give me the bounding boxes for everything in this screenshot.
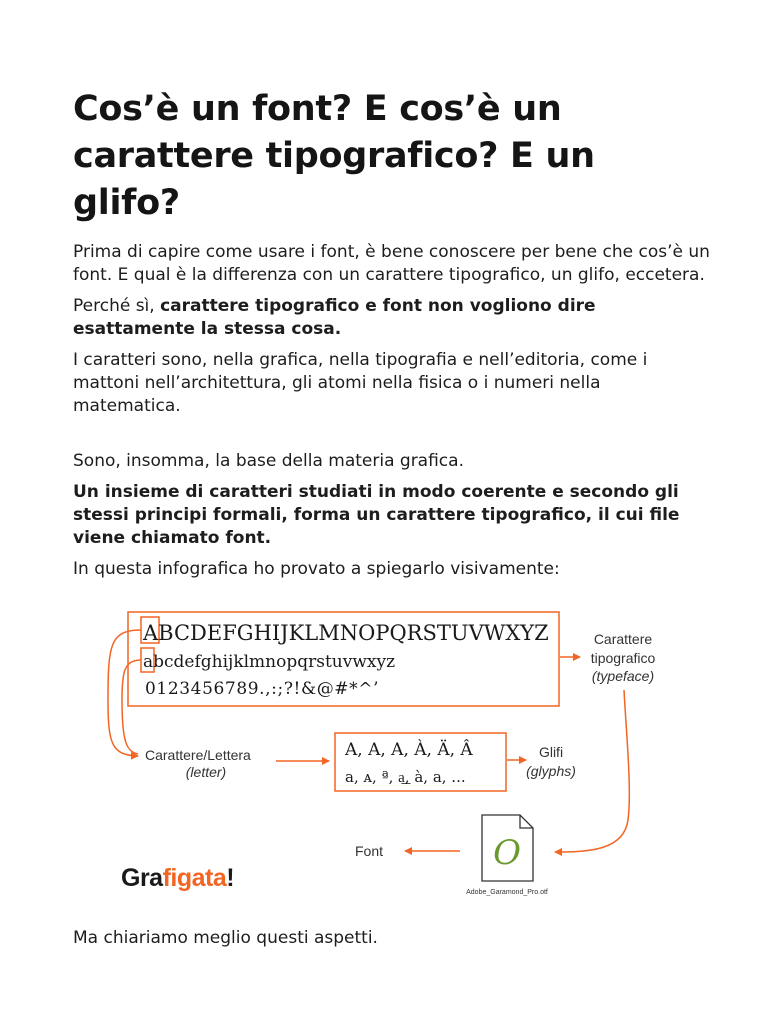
font-label: Font (354, 843, 384, 859)
glyphs-lowercase-row: a, ᴀ, ª, a͟, à, a, ... (345, 768, 466, 786)
typeface-label-line1: Carattere (593, 631, 653, 647)
grafigata-logo (121, 863, 234, 893)
definition-bold-text: Un insieme di caratteri studiati in modo coerente e secondo gli stessi principi formali, forma un carattere tipografico, il cui file viene chiamato font. (73, 482, 680, 548)
uppercase-a-letter: A (143, 621, 159, 645)
infographic-intro: In questa infografica ho provato a spiegarlo visivamente: (73, 559, 560, 579)
glyphs-uppercase-row: A, A, A, À, Ä, Â (345, 740, 473, 760)
letter-label-line1: Carattere/Lettera (145, 747, 251, 763)
closing-paragraph: Ma chiariamo meglio questi aspetti. (73, 928, 378, 948)
letter-label-line2: (letter) (185, 764, 227, 780)
clarification-text: Perché sì, (73, 296, 161, 316)
typeface-label-line3: (typeface) (591, 668, 655, 684)
uppercase-alphabet-rest: BCDEFGHIJKLMNOPQRSTUVWXYZ (158, 621, 549, 645)
logo-part-figata: figata (162, 864, 227, 892)
font-file-icon (482, 815, 533, 881)
glyphs-label-line1: Glifi (538, 744, 564, 760)
font-file-glyph: O (493, 833, 521, 873)
glyphs-label-line2: (glyphs) (526, 763, 576, 779)
clarification-bold-text: carattere tipografico e font non vogliono dire esattamente la stessa cosa. (73, 296, 596, 339)
lowercase-alphabet-rest: bcdefghijklmnopqrstuvwxyz (153, 652, 396, 672)
intro-paragraph: Prima di capire come usare i font, è bene conoscere per bene che cos’è un font. E qual è la differenza con un carattere tipografico, un glifo, eccetera. (73, 242, 710, 285)
logo-part-gra: Gra (121, 864, 163, 892)
analogy-paragraph: I caratteri sono, nella grafica, nella tipografia e nell’editoria, come i mattoni nell’architettura, gli atomi nella fisica o i numeri nella matematica. (73, 350, 648, 416)
summary-paragraph: Sono, insomma, la base della materia grafica. (73, 451, 464, 471)
numerals-and-symbols: 0123456789.,:;?!&@#*^’ (145, 679, 380, 699)
lowercase-alphabet (143, 652, 395, 672)
definition-paragraph (73, 481, 713, 550)
logo-part-exclamation: ! (226, 864, 235, 892)
article-body (73, 86, 713, 581)
arrow-lowercase-to-letter (122, 660, 141, 754)
typeface-label-line2: tipografico (590, 650, 656, 666)
clarification-paragraph (73, 295, 713, 341)
font-file-name: Adobe_Garamond_Pro.otf (466, 889, 548, 896)
page-title: Cos’è un font? E cos’è un carattere tipografico? E un glifo? (73, 89, 595, 223)
lowercase-a-letter: a (143, 652, 154, 672)
uppercase-alphabet (142, 621, 549, 645)
